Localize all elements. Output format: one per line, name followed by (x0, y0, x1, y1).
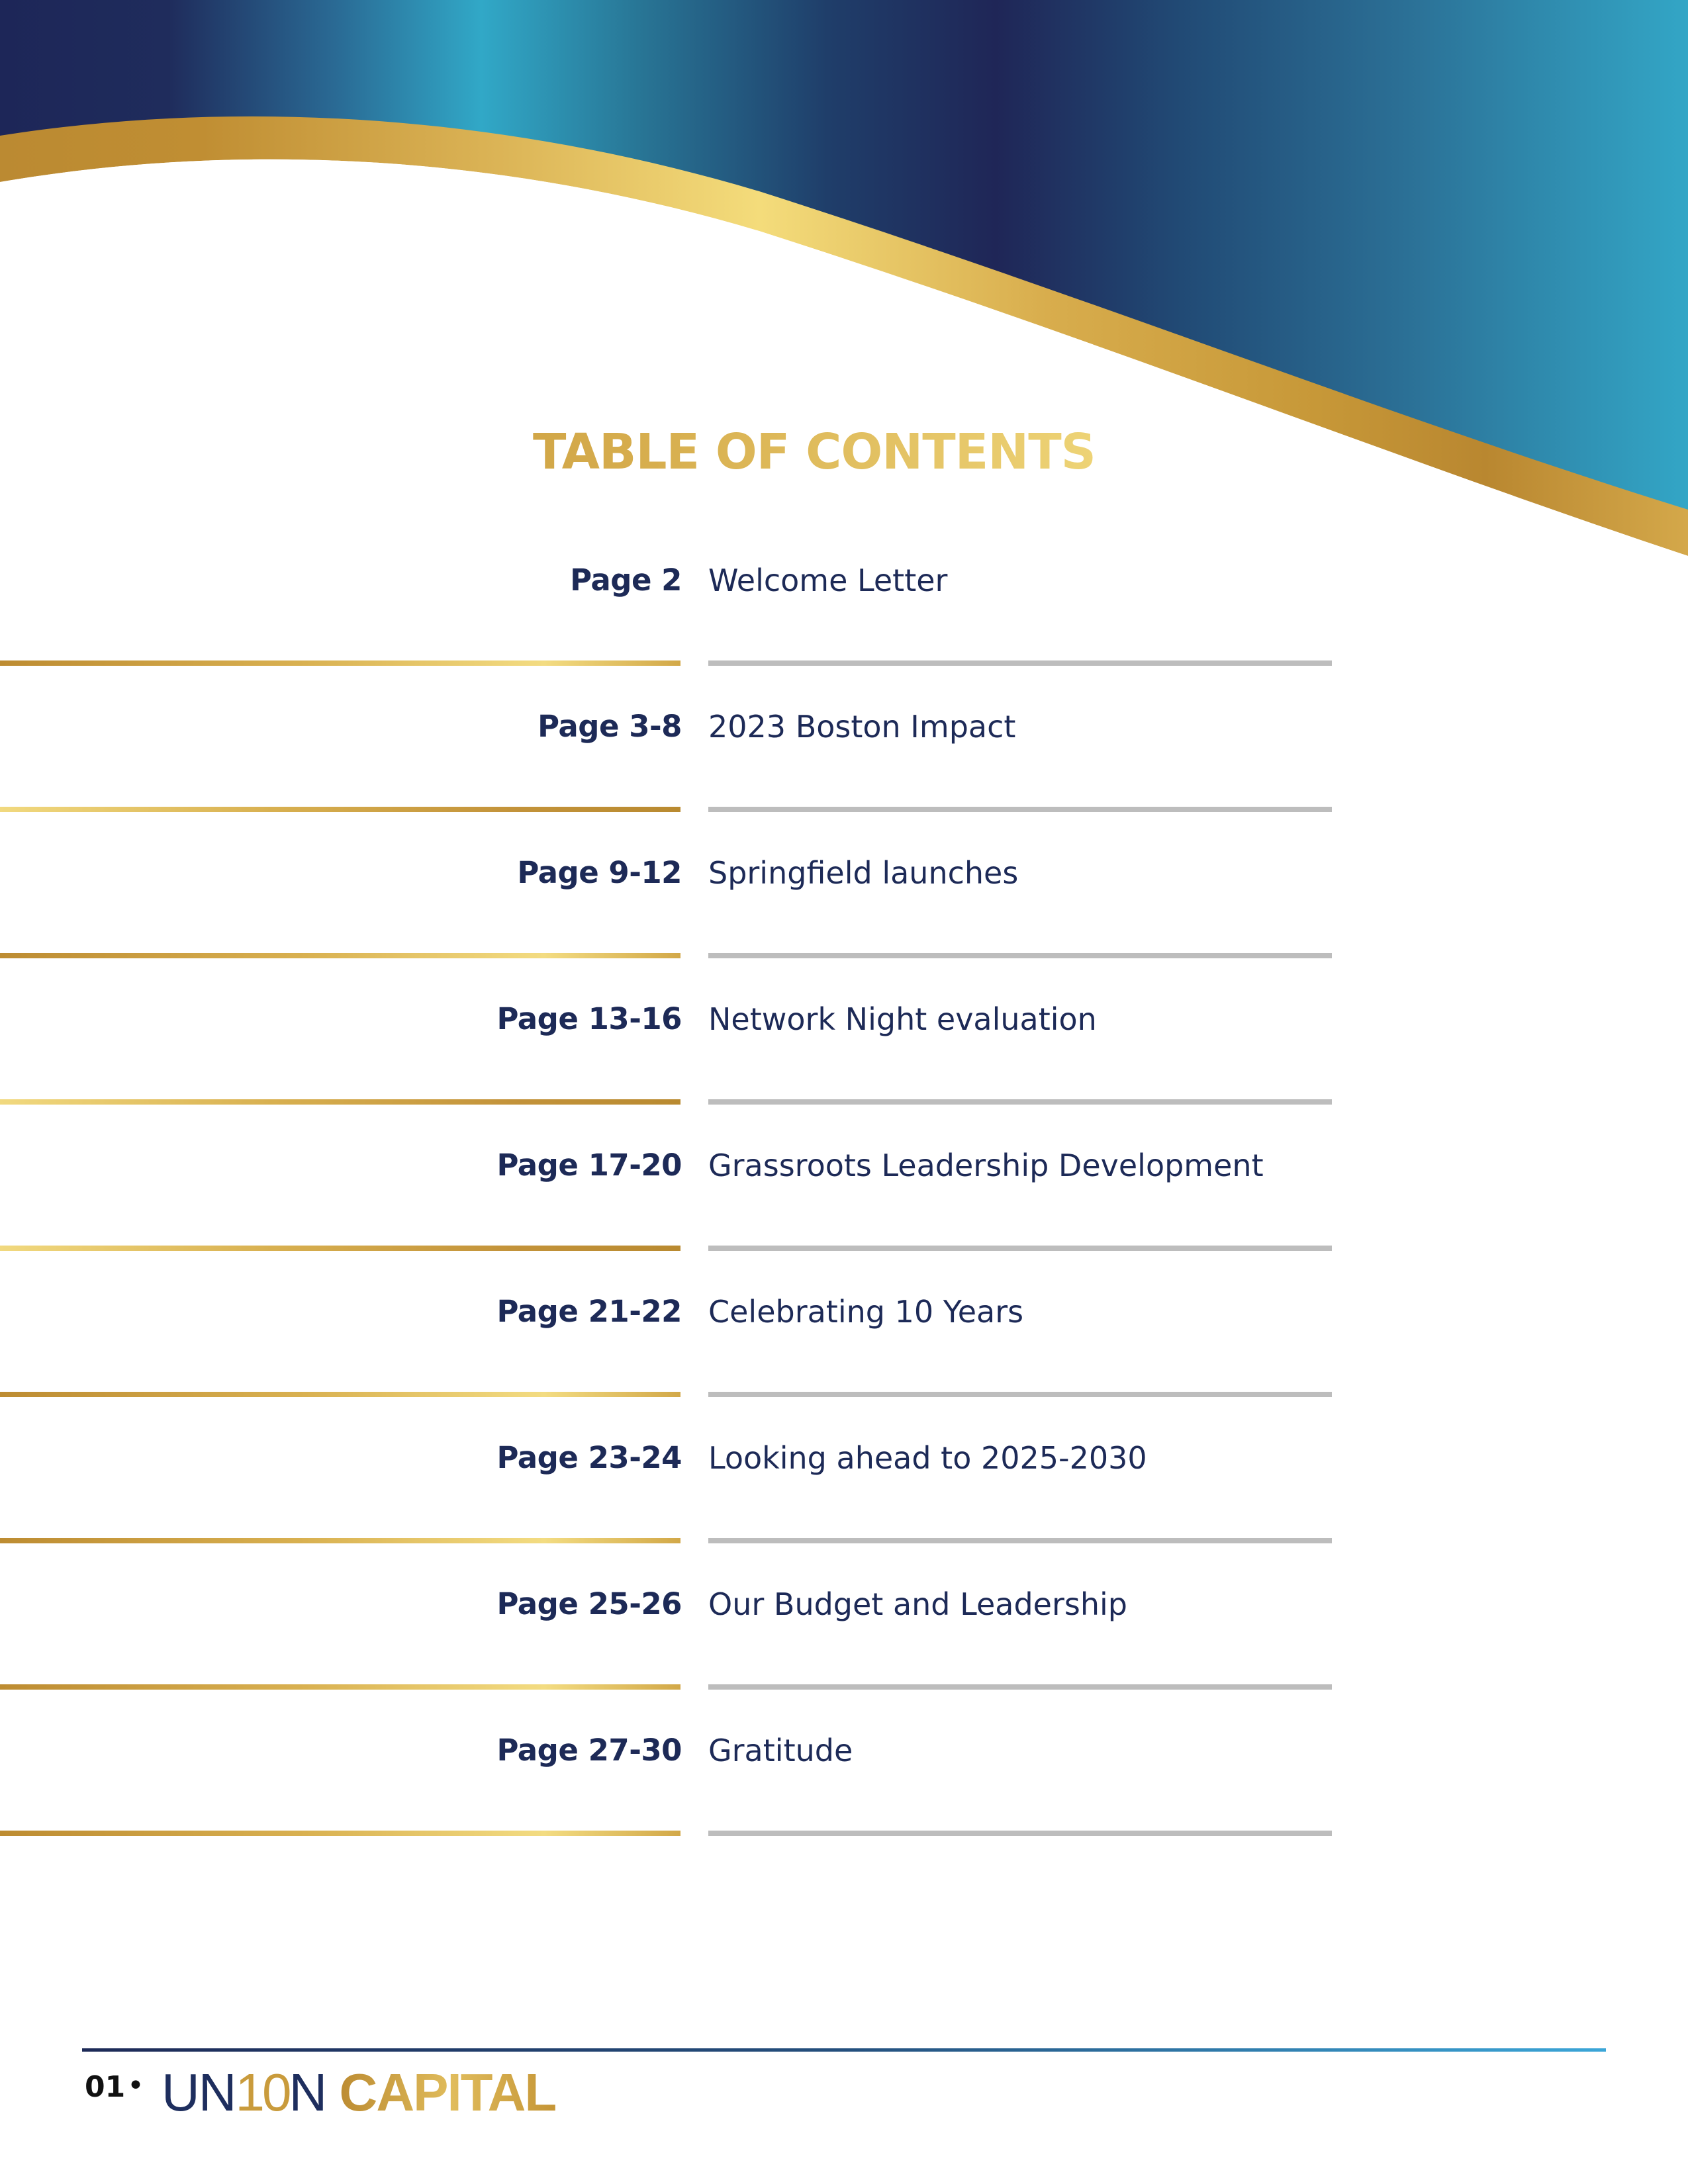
footer-divider (82, 2048, 1606, 2052)
logo-text-n: N (289, 2063, 326, 2122)
toc-entry[interactable] (0, 1241, 1688, 1387)
toc-topic: Our Budget and Leadership (708, 1586, 1127, 1622)
toc-topic: Welcome Letter (708, 563, 948, 598)
toc-entry[interactable] (0, 1387, 1688, 1533)
toc-page-range: Page 27-30 (496, 1733, 682, 1768)
toc-topic: Looking ahead to 2025-2030 (708, 1440, 1147, 1476)
union-capital-logo (162, 2062, 555, 2123)
toc-page-range: Page 23-24 (496, 1440, 682, 1475)
footer-separator: • (127, 2069, 144, 2103)
toc-list (0, 510, 1688, 1826)
toc-topic: 2023 Boston Impact (708, 709, 1016, 745)
toc-page-range: Page 9-12 (517, 855, 682, 890)
toc-entry[interactable] (0, 510, 1688, 656)
toc-page-range: Page 3-8 (538, 709, 682, 744)
toc-topic: Network Night evaluation (708, 1001, 1097, 1037)
toc-entry[interactable] (0, 1533, 1688, 1680)
toc-topic: Springfield launches (708, 855, 1019, 891)
toc-page-range: Page 17-20 (496, 1148, 682, 1183)
logo-text-union: UN (162, 2063, 236, 2122)
toc-topic: Grassroots Leadership Development (708, 1148, 1264, 1183)
toc-page-range: Page 21-22 (496, 1294, 682, 1329)
toc-entry[interactable] (0, 802, 1688, 948)
logo-text-ten: 10 (235, 2063, 289, 2122)
page-title: TABLE OF CONTENTS (0, 424, 1628, 480)
toc-entry[interactable] (0, 1095, 1688, 1241)
toc-entry[interactable] (0, 948, 1688, 1095)
toc-page-range: Page 13-16 (496, 1001, 682, 1036)
header-wave-banner (0, 0, 1688, 569)
page-number: 01 (85, 2070, 126, 2104)
toc-entry[interactable] (0, 1680, 1688, 1826)
toc-page-range: Page 25-26 (496, 1586, 682, 1621)
logo-text-capital: CAPITAL (326, 2063, 556, 2122)
toc-topic: Gratitude (708, 1733, 853, 1768)
toc-topic: Celebrating 10 Years (708, 1294, 1024, 1330)
toc-entry[interactable] (0, 656, 1688, 802)
toc-page-range: Page 2 (570, 563, 682, 598)
gold-divider (0, 1831, 680, 1836)
grey-divider (708, 1831, 1332, 1836)
